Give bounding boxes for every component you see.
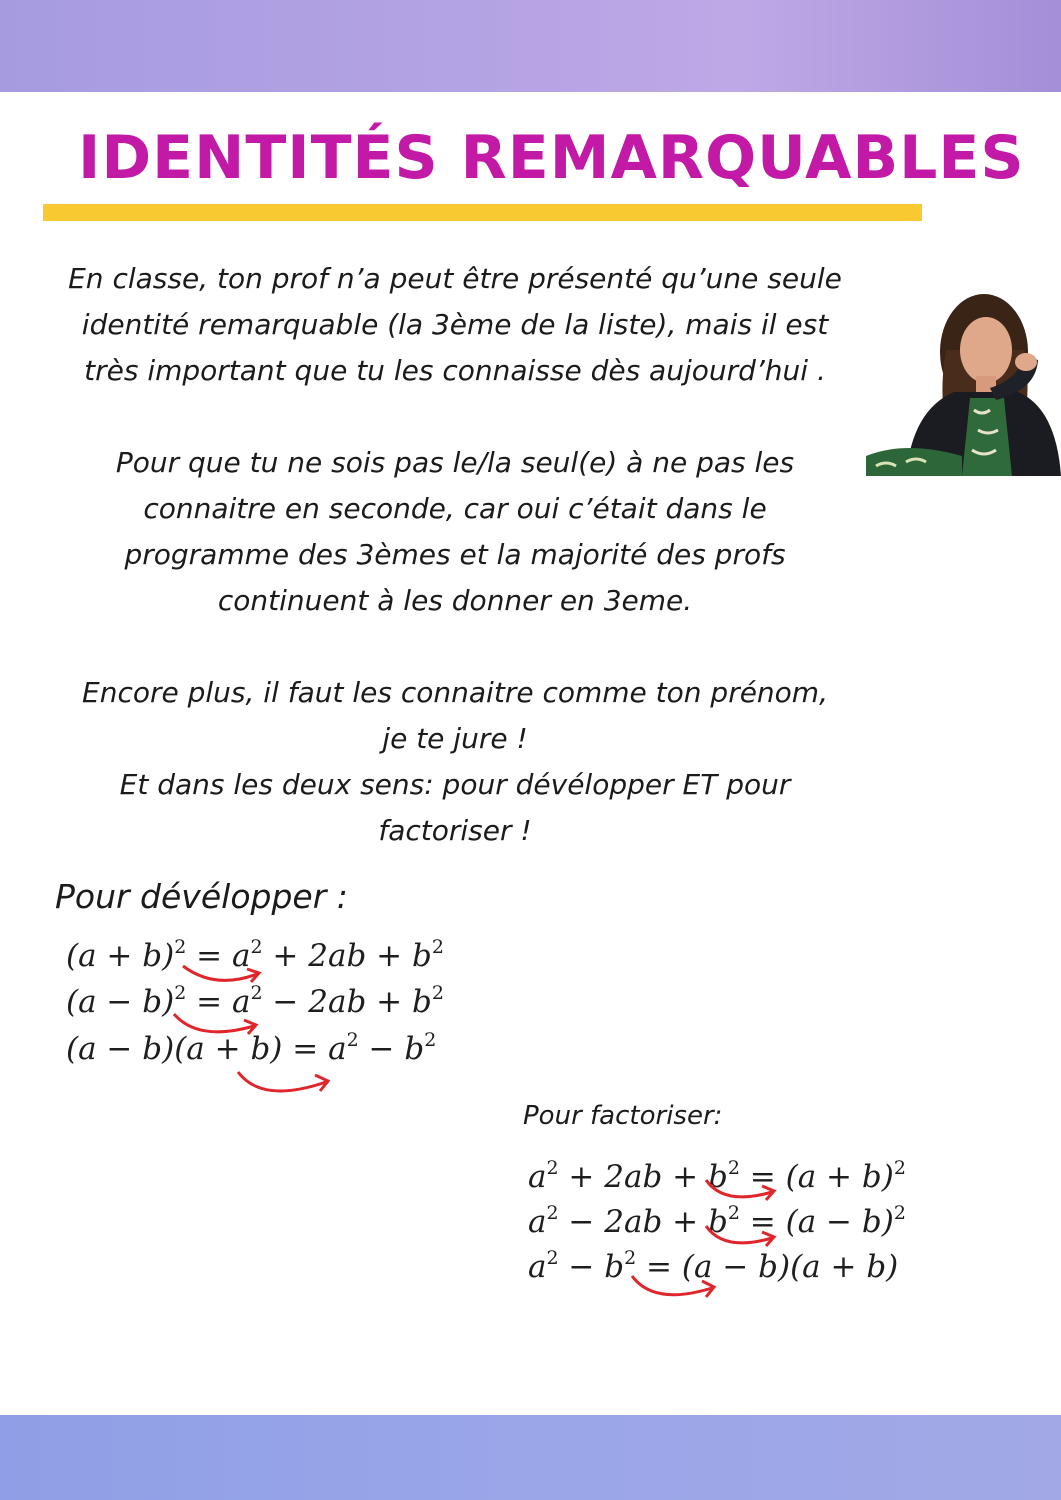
- arrow-icon: [175, 960, 275, 986]
- arrow-icon: [168, 1008, 268, 1038]
- arrow-icon: [626, 1270, 726, 1304]
- factor-formula-1: $a^2 + 2ab + b^2 = (a + b)^2$: [528, 1157, 906, 1195]
- develop-formula-2: $(a - b)^2 = a^2 - 2ab + b^2$: [66, 982, 444, 1020]
- intro-line: programme des 3èmes et la majorité des profs: [124, 538, 786, 571]
- factor-heading: Pour factoriser:: [523, 1101, 723, 1131]
- factor-formula-2: $a^2 - 2ab + b^2 = (a - b)^2$: [528, 1202, 906, 1240]
- intro-line: continuent à les donner en 3eme.: [217, 584, 693, 617]
- factor-formula-3: $a^2 - b^2 = (a - b)(a + b)$: [528, 1247, 899, 1285]
- intro-line: Encore plus, il faut les connaitre comme ton prénom,: [82, 676, 828, 709]
- intro-line: En classe, ton prof n’a peut être présenté qu’une seule: [68, 262, 842, 295]
- intro-line: Pour que tu ne sois pas le/la seul(e) à ne pas les: [115, 446, 795, 479]
- arrow-icon: [232, 1066, 342, 1100]
- develop-heading: Pour dévélopper :: [55, 877, 348, 916]
- title-underline: [43, 204, 922, 221]
- intro-line: très important que tu les connaisse dès aujourd’hui .: [84, 354, 826, 387]
- develop-formula-1: $(a + b)^2 = a^2 + 2ab + b^2$: [66, 936, 444, 974]
- intro-line: factoriser !: [378, 814, 532, 847]
- arrow-icon: [700, 1176, 790, 1204]
- intro-line: connaitre en seconde, car oui c’était dans le: [143, 492, 767, 525]
- arrow-icon: [700, 1222, 790, 1250]
- page-title: IDENTITÉS REMARQUABLES: [78, 123, 1025, 193]
- top-decorative-band: [0, 0, 1061, 92]
- teacher-portrait: [866, 280, 1061, 476]
- develop-formula-3: $(a - b)(a + b) = a^2 - b^2$: [66, 1029, 437, 1067]
- bottom-decorative-band: [0, 1415, 1061, 1500]
- intro-line: identité remarquable (la 3ème de la liste), mais il est: [81, 308, 829, 341]
- intro-line: je te jure !: [382, 722, 528, 755]
- intro-text: [40, 256, 870, 854]
- intro-line: Et dans les deux sens: pour dévélopper ET pour: [119, 768, 791, 801]
